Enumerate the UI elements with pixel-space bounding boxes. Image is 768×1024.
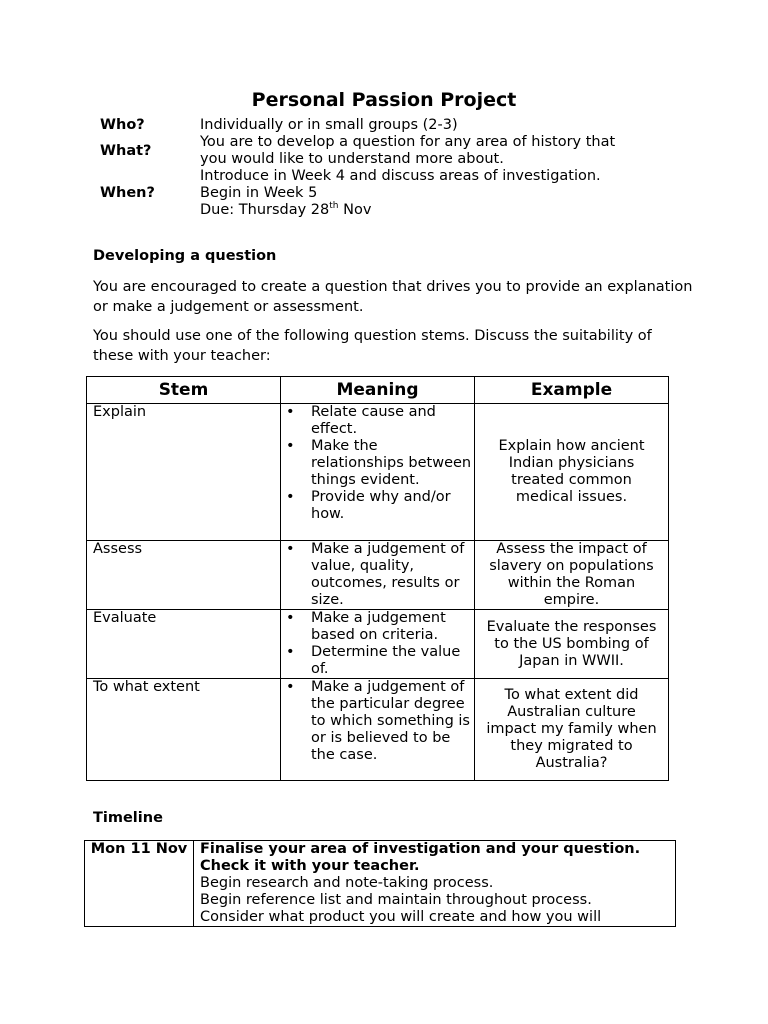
table-row <box>87 679 669 781</box>
example-cell: Assess the impact of slavery on populations within the Roman empire. <box>475 541 669 610</box>
timeline-table <box>84 840 676 927</box>
list-item: • Relate cause and effect. <box>310 404 474 438</box>
stem-cell: To what extent <box>87 679 281 781</box>
what-line-2: you would like to understand more about. <box>200 151 504 167</box>
meaning-list <box>281 679 474 764</box>
list-item: • Provide why and/or how. <box>310 489 474 523</box>
timeline-task-line: Begin reference list and maintain throughout process. <box>200 892 592 908</box>
meaning-list <box>281 404 474 523</box>
list-item: • Make a judgement of value, quality, outcomes, results or size. <box>310 541 474 609</box>
meaning-list <box>281 541 474 609</box>
due-suffix: Nov <box>338 202 372 218</box>
meaning-cell <box>281 610 475 679</box>
table-row <box>87 404 669 541</box>
timeline-date: Mon 11 Nov <box>85 841 194 927</box>
list-item: • Make a judgement based on criteria. <box>310 610 474 644</box>
timeline-task-line: Consider what product you will create and how you will <box>200 909 602 925</box>
who-value: Individually or in small groups (2-3) <box>200 117 458 133</box>
timeline-task-line: Begin research and note-taking process. <box>200 875 494 891</box>
example-cell: Explain how ancient Indian physicians treated common medical issues. <box>475 404 669 541</box>
list-item: • Make a judgement of the particular degree to which something is or is believed to be the case. <box>310 679 474 764</box>
due-date <box>200 202 371 219</box>
question-stems-table <box>86 376 669 781</box>
table-row <box>87 541 669 610</box>
meaning-cell <box>281 541 475 610</box>
stem-cell: Explain <box>87 404 281 541</box>
what-label: What? <box>100 143 152 159</box>
header-stem: Stem <box>87 377 281 404</box>
what-line-3: Introduce in Week 4 and discuss areas of investigation. <box>200 168 601 184</box>
developing-heading: Developing a question <box>93 248 277 264</box>
timeline-tasks <box>194 841 676 927</box>
who-label: Who? <box>100 117 145 133</box>
list-item: • Determine the value of. <box>310 644 474 678</box>
due-prefix: Due: Thursday 28 <box>200 202 330 218</box>
table-header-row <box>87 377 669 404</box>
meaning-cell <box>281 404 475 541</box>
header-meaning: Meaning <box>281 377 475 404</box>
timeline-task-bold: Finalise your area of investigation and your question. Check it with your teacher. <box>200 841 641 874</box>
page-title: Personal Passion Project <box>251 89 517 111</box>
meaning-cell <box>281 679 475 781</box>
developing-para-1: You are encouraged to create a question that drives you to provide an explanation or make a judgement or assessment. <box>93 279 693 315</box>
example-cell: Evaluate the responses to the US bombing of Japan in WWII. <box>475 610 669 679</box>
list-item: • Make the relationships between things evident. <box>310 438 474 489</box>
when-line-1: Begin in Week 5 <box>200 185 318 201</box>
stem-cell: Evaluate <box>87 610 281 679</box>
stem-cell: Assess <box>87 541 281 610</box>
meaning-list <box>281 610 474 678</box>
when-label: When? <box>100 185 155 201</box>
due-sup: th <box>329 201 339 211</box>
table-row <box>87 610 669 679</box>
header-example: Example <box>475 377 669 404</box>
developing-para-2: You should use one of the following question stems. Discuss the suitability of these with your teacher: <box>93 328 652 364</box>
timeline-heading: Timeline <box>93 810 163 826</box>
what-line-1: You are to develop a question for any area of history that <box>200 134 616 150</box>
table-row <box>85 841 676 927</box>
example-cell: To what extent did Australian culture impact my family when they migrated to Australia? <box>475 679 669 781</box>
